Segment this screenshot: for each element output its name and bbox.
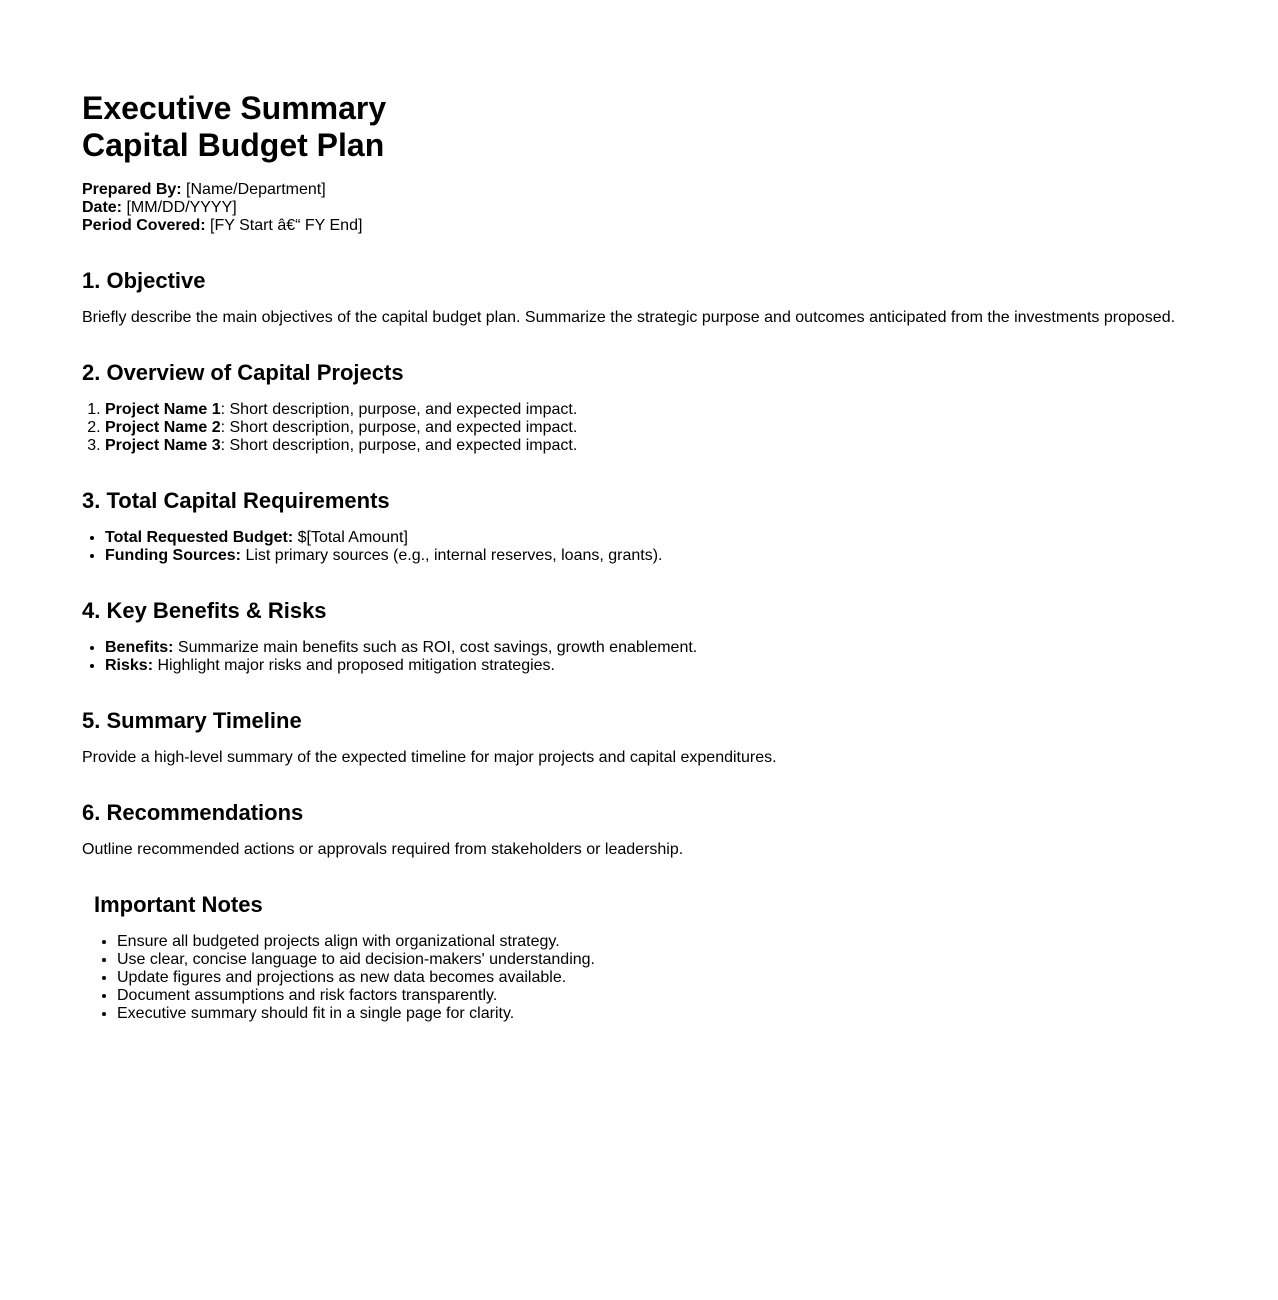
section-heading: 3. Total Capital Requirements xyxy=(82,488,390,513)
item-label: Benefits: xyxy=(105,639,174,656)
project-desc: : Short description, purpose, and expected impact. xyxy=(220,437,578,454)
title-line-2: Capital Budget Plan xyxy=(82,127,385,163)
meta-date xyxy=(82,199,1278,217)
notes-list xyxy=(94,933,1278,1023)
list-item: • Executive summary should fit in a single page for clarity. xyxy=(117,1005,1278,1023)
list-item: • Ensure all budgeted projects align with organizational strategy. xyxy=(117,933,1278,951)
meta-date-label: Date: xyxy=(82,199,123,216)
section-heading: 1. Objective xyxy=(82,268,206,293)
document-meta xyxy=(82,181,1278,235)
meta-period-value: [FY Start â€“ FY End] xyxy=(205,217,363,234)
section-text: Provide a high-level summary of the expected timeline for major projects and capital expenditures. xyxy=(82,749,777,766)
page-title xyxy=(82,90,1278,164)
list-item xyxy=(105,657,1278,675)
projects-list xyxy=(82,401,1278,455)
item-label: Risks: xyxy=(105,657,154,674)
project-name: Project Name 1 xyxy=(105,401,221,418)
section-text: Outline recommended actions or approvals required from stakeholders or leadership. xyxy=(82,841,684,858)
section-projects xyxy=(82,360,1278,455)
list-item: • Update figures and projections as new data becomes available. xyxy=(117,969,1278,987)
notes-heading: Important Notes xyxy=(94,892,263,917)
list-item: • Use clear, concise language to aid decision-makers' understanding. xyxy=(117,951,1278,969)
item-value: $[Total Amount] xyxy=(293,529,408,546)
meta-prepared-by-label: Prepared By: xyxy=(82,181,182,198)
section-capital xyxy=(82,488,1278,565)
title-line-1: Executive Summary xyxy=(82,90,387,126)
meta-date-value: [MM/DD/YYYY] xyxy=(122,199,237,216)
section-objective xyxy=(82,268,1278,327)
list-item xyxy=(105,639,1278,657)
project-name: Project Name 3 xyxy=(105,437,221,454)
meta-period xyxy=(82,217,1278,235)
list-item xyxy=(105,529,1278,547)
section-text: Briefly describe the main objectives of the capital budget plan. Summarize the strategic purpose and outcomes anticipated from the investments proposed. xyxy=(82,309,1176,326)
section-heading: 5. Summary Timeline xyxy=(82,708,302,733)
section-heading: 2. Overview of Capital Projects xyxy=(82,360,404,385)
item-label: Total Requested Budget: xyxy=(105,529,294,546)
item-value: Highlight major risks and proposed mitigation strategies. xyxy=(153,657,555,674)
project-desc: : Short description, purpose, and expected impact. xyxy=(220,419,578,436)
capital-list xyxy=(82,529,1278,565)
section-heading: 4. Key Benefits & Risks xyxy=(82,598,327,623)
item-label: Funding Sources: xyxy=(105,547,241,564)
list-item: • Document assumptions and risk factors transparently. xyxy=(117,987,1278,1005)
item-value: List primary sources (e.g., internal reserves, loans, grants). xyxy=(241,547,663,564)
section-recommendations xyxy=(82,800,1278,859)
list-item xyxy=(105,547,1278,565)
important-notes xyxy=(82,892,1278,1023)
item-value: Summarize main benefits such as ROI, cost savings, growth enablement. xyxy=(173,639,698,656)
list-item xyxy=(105,401,1278,419)
benefits-list xyxy=(82,639,1278,675)
project-name: Project Name 2 xyxy=(105,419,221,436)
list-item xyxy=(105,437,1278,455)
meta-prepared-by xyxy=(82,181,1278,199)
section-benefits xyxy=(82,598,1278,675)
meta-prepared-by-value: [Name/Department] xyxy=(181,181,326,198)
list-item xyxy=(105,419,1278,437)
section-heading: 6. Recommendations xyxy=(82,800,304,825)
meta-period-label: Period Covered: xyxy=(82,217,206,234)
project-desc: : Short description, purpose, and expected impact. xyxy=(220,401,578,418)
section-timeline xyxy=(82,708,1278,767)
